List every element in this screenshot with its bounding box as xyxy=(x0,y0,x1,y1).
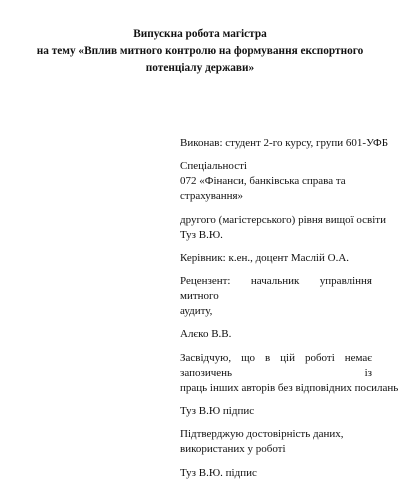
confirm-line-1: Підтверджую достовірність даних, xyxy=(180,428,344,441)
signature-1: Туз В.Ю підпис xyxy=(180,405,255,418)
author-info-block xyxy=(180,136,399,481)
title-line-1: Випускна робота магістра xyxy=(133,28,267,40)
reviewer-line-2: аудиту, xyxy=(180,305,213,318)
confirm-line-2: використаних у роботі xyxy=(180,443,286,456)
supervisor: Керівник: к.ен., доцент Маслій О.А. xyxy=(180,251,350,264)
specialty-label: Спеціальності xyxy=(180,160,247,173)
student-name: Туз В.Ю. xyxy=(180,228,223,241)
signature-2: Туз В.Ю. підпис xyxy=(180,466,257,479)
title-line-3: потенціалу держави» xyxy=(145,62,255,74)
specialty-line-2: страхування» xyxy=(180,190,244,203)
thesis-title xyxy=(0,26,400,77)
specialty-name xyxy=(180,174,372,204)
title-line-2: на тему «Вплив митного контролю на формування експортного xyxy=(36,45,364,57)
performed-by: Виконав: студент 2-го курсу, групи 601-УФБ xyxy=(180,137,389,149)
statement-line-1: Засвідчую, що в цій роботі немає запозичень із xyxy=(180,351,372,379)
statement-line-2: праць інших авторів без відповідних посилань xyxy=(180,381,399,394)
reviewer-line-1: Рецензент: начальник управління митного xyxy=(180,275,372,303)
degree-level: другого (магістерського) рівня вищої освіти xyxy=(180,213,386,226)
reviewer-name: Алєко В.В. xyxy=(180,328,232,341)
specialty-line-1: 072 «Фінанси, банківська справа та xyxy=(180,175,346,188)
